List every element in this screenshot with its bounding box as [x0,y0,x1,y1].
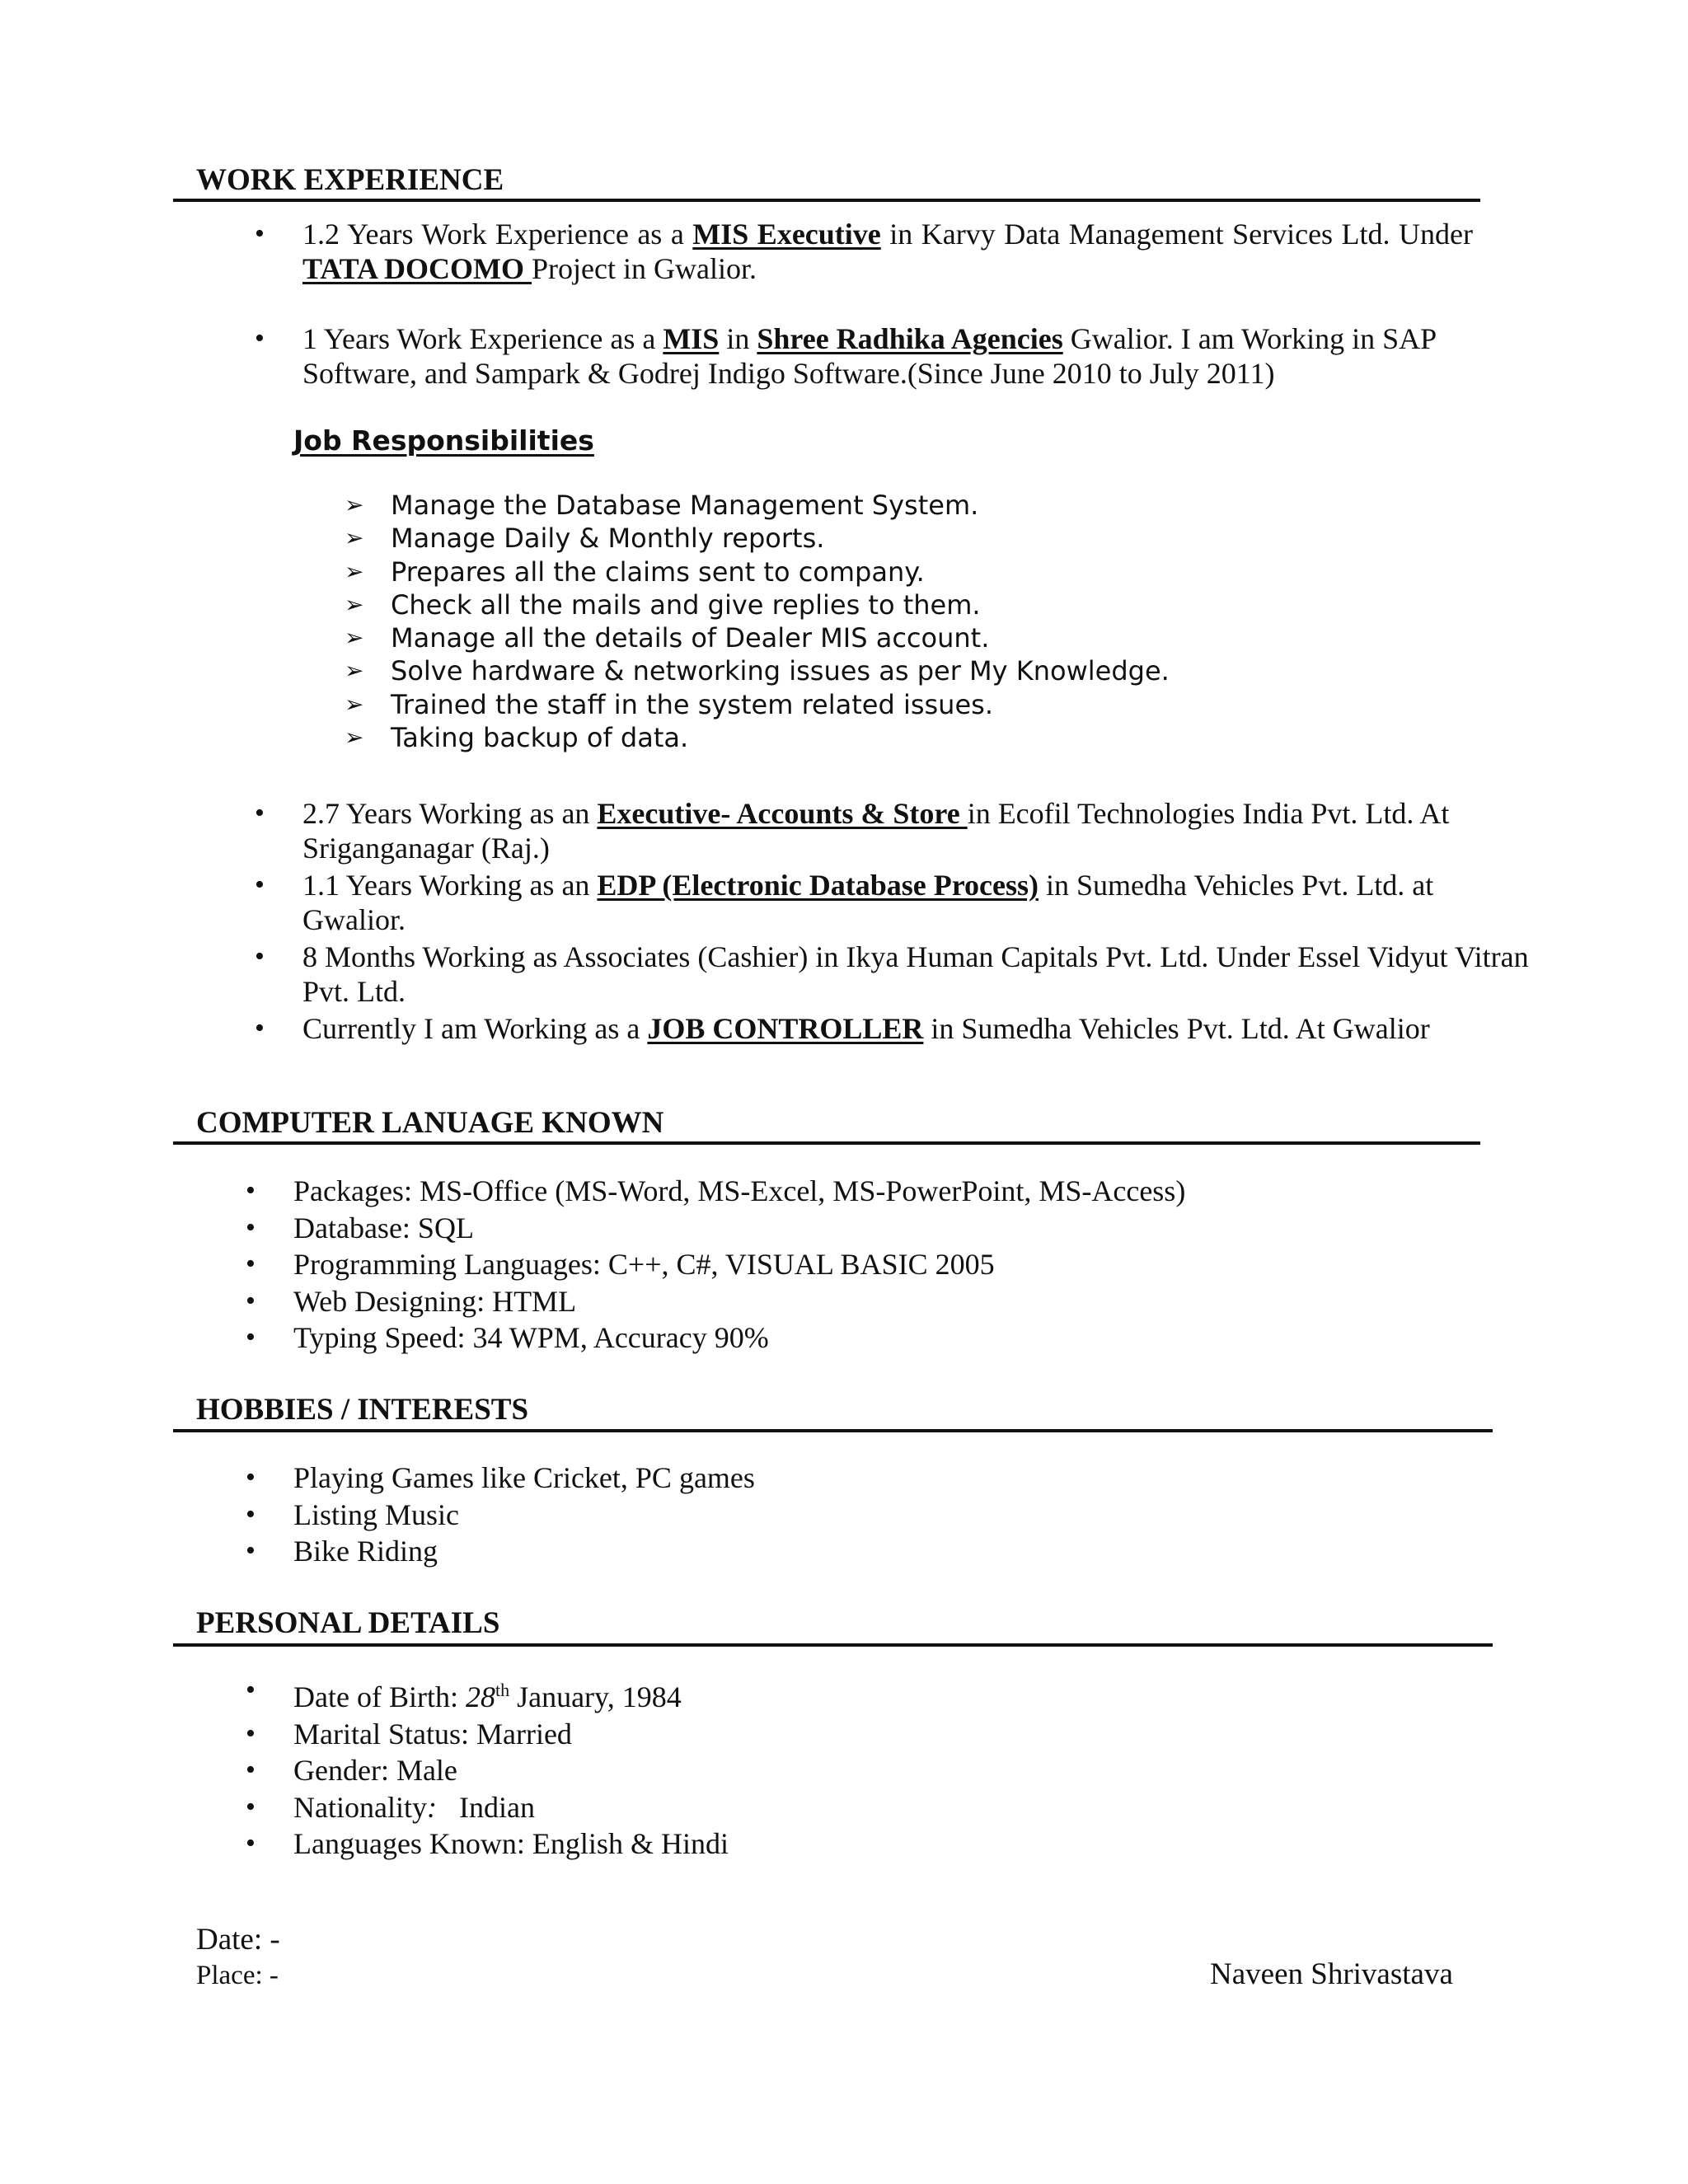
bullet-icon: • [255,798,265,828]
personal-heading: PERSONAL DETAILS [196,1606,500,1640]
bullet-icon: • [246,1322,256,1352]
bullet-icon: • [246,1285,256,1316]
arrow-bullet-icon: ➢ [345,657,364,685]
role-job-controller: JOB CONTROLLER [647,1012,924,1045]
list-item: • Programming Languages: C++, C#, VISUAL BASIC 2005 [293,1246,1185,1283]
footer-date: Date: - [196,1923,280,1957]
hobbies-heading: HOBBIES / INTERESTS [196,1393,529,1427]
list-item: ➢ Manage all the details of Dealer MIS account. [345,622,990,654]
list-item: ➢ Taking backup of data. [345,722,689,754]
list-item: • Packages: MS-Office (MS-Word, MS-Excel, MS-PowerPoint, MS-Access) [293,1173,1185,1210]
hobbies-list [246,1460,755,1570]
arrow-bullet-icon: ➢ [345,524,364,552]
list-item: ➢ Solve hardware & networking issues as per My Knowledge. [345,655,1170,687]
list-item: • Web Designing: HTML [293,1283,1185,1320]
work-item-ikya: • 8 Months Working as Associates (Cashier) in Ikya Human Capitals Pvt. Ltd. Under Essel Vidyut Vitran Pvt. Ltd. [255,940,1529,1008]
bullet-icon: • [246,1791,256,1822]
list-item: ➢ Manage Daily & Monthly reports. [345,523,825,555]
bullet-icon: • [246,1535,256,1566]
work-experience-heading: WORK EXPERIENCE [196,163,504,197]
list-item: ➢ Check all the mails and give replies to them. [345,588,981,621]
bullet-icon: • [255,1013,265,1043]
computer-list [246,1173,1186,1357]
signature-name: Naveen Shrivastava [1210,1957,1453,1991]
bullet-icon: • [246,1828,256,1858]
bullet-icon: • [255,218,265,249]
list-item: • Nationality: Indian [293,1789,729,1826]
company-shree-radhika: Shree Radhika Agencies [757,322,1063,355]
arrow-bullet-icon: ➢ [345,491,364,518]
personal-rule [173,1643,1493,1647]
arrow-bullet-icon: ➢ [345,690,364,718]
bullet-icon: • [255,869,265,900]
bullet-icon: • [246,1718,256,1749]
bullet-icon: • [255,941,265,972]
bullet-icon: • [255,323,265,354]
list-item: • Languages Known: English & Hindi [293,1825,729,1863]
arrow-bullet-icon: ➢ [345,557,364,585]
list-item: • Gender: Male [293,1752,729,1789]
work-item-current: • Currently I am Working as a JOB CONTROLLER in Sumedha Vehicles Pvt. Ltd. At Gwalior [255,1012,1430,1045]
footer-place: Place: - [196,1961,279,1990]
bullet-icon: • [246,1462,256,1493]
list-item: • Date of Birth: 28th January, 1984 [293,1672,729,1716]
list-item: • Database: SQL [293,1210,1185,1247]
work-item-karvy: • 1.2 Years Work Experience as a MIS Executive in Karvy Data Management Services Ltd. Under TATA DOCOMO Project in Gwalior. [255,218,1474,285]
bullet-icon: • [246,1249,256,1279]
list-item: • Bike Riding [293,1533,755,1570]
work-experience-rule [173,199,1480,202]
role-mis: MIS [663,322,720,355]
role-mis-executive: MIS Executive [692,218,881,251]
role-edp: EDP (Electronic Database Process) [597,869,1039,902]
list-item: ➢ Manage the Database Management System. [345,490,979,521]
project-tata-docomo: TATA DOCOMO [302,252,532,285]
list-item: • Listing Music [293,1497,755,1534]
work-item-sumedha-edp: • 1.1 Years Working as an EDP (Electronic Database Process) in Sumedha Vehicles Pvt. Ltd. at Gwalior. [255,869,1434,936]
bullet-icon: • [246,1675,256,1705]
bullet-icon: • [246,1755,256,1785]
list-item: • Marital Status: Married [293,1716,729,1753]
list-item: • Typing Speed: 34 WPM, Accuracy 90% [293,1319,1185,1357]
bullet-icon: • [246,1212,256,1243]
job-responsibilities-title: Job Responsibilities [293,424,594,457]
work-item-radhika: • 1 Years Work Experience as a MIS in Shree Radhika Agencies Gwalior. I am Working in SAP Software, and Sampark & Godrej Indigo Software.(Since June 2010 to July 2011) [255,322,1436,390]
job-responsibilities-list [345,489,1170,754]
list-item: • Playing Games like Cricket, PC games [293,1460,755,1497]
arrow-bullet-icon: ➢ [345,590,364,618]
computer-rule [173,1141,1480,1145]
bullet-icon: • [246,1175,256,1206]
list-item: ➢ Prepares all the claims sent to company. [345,555,925,588]
arrow-bullet-icon: ➢ [345,724,364,752]
computer-heading: COMPUTER LANUAGE KNOWN [196,1106,664,1140]
arrow-bullet-icon: ➢ [345,624,364,652]
hobbies-rule [173,1429,1493,1432]
work-item-ecofil: • 2.7 Years Working as an Executive- Accounts & Store in Ecofil Technologies India Pvt. Ltd. At Sriganganagar (Raj.) [255,797,1450,865]
list-item: ➢ Trained the staff in the system related issues. [345,688,993,720]
role-executive-accounts: Executive- Accounts & Store [597,797,968,830]
bullet-icon: • [246,1498,256,1530]
personal-list [246,1672,729,1863]
